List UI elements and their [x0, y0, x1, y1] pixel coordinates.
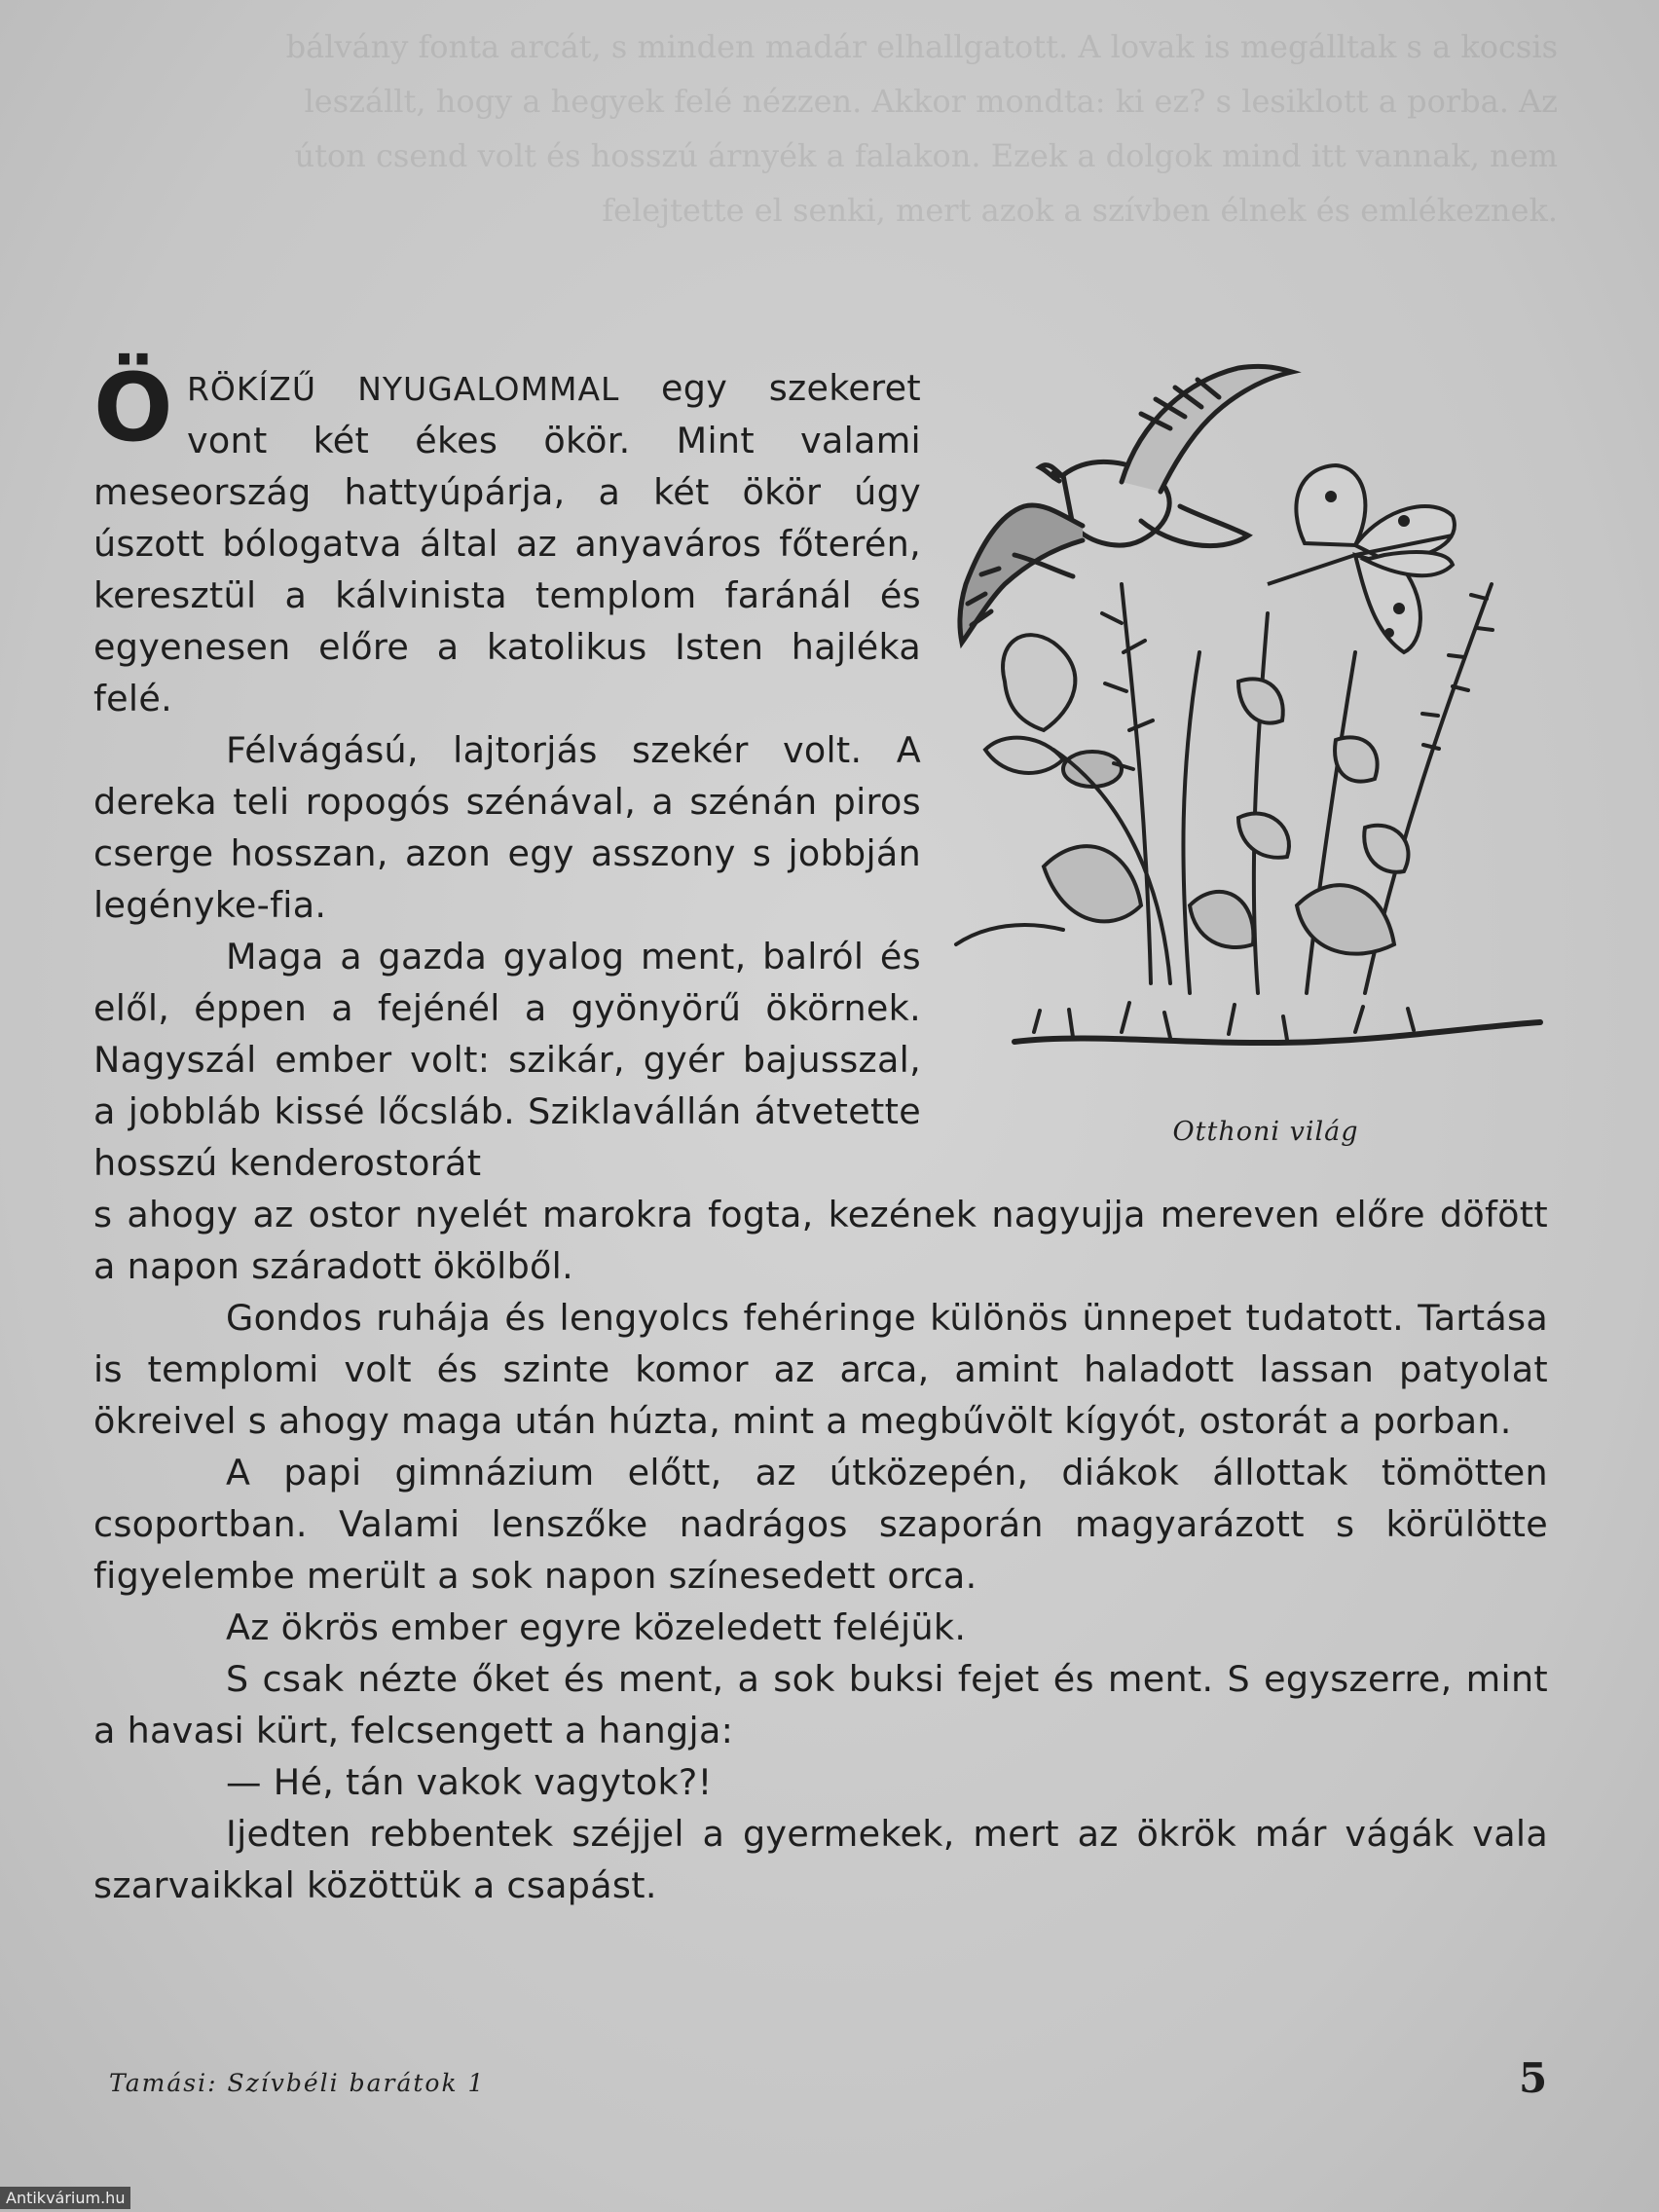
watermark: Antikvárium.hu: [0, 2187, 130, 2209]
opening-caps: RÖKÍZŰ NYUGALOMMAL: [187, 370, 620, 408]
paragraph-5: A papi gimnázium előtt, az útközepén, diákok állottak tömötten csoportban. Valami lenszőke nadrágos szaporán magyarázott s körülötte figyelembe merült a sok napon színesedett orca.: [93, 1452, 1548, 1597]
paragraph-1-text: egy szekeret vont két ékes ökör. Mint valami meseország hattyúpárja, a két ökör úgy úszott bólogatva által az anyaváros főterén, keresztül a kálvinista templom faránál és egyenesen előre a katolikus Isten hajléka felé.: [93, 367, 921, 719]
paragraph-2: Félvágású, lajtorjás szekér volt. A dereka teli ropogós szénával, a szénán piros cserge hosszan, azon egy asszony s jobbján legényke-fia.: [93, 729, 921, 926]
paragraph-7: S csak nézte őket és ment, a sok buksi fejet és ment. S egyszerre, mint a havasi kürt, felcsengett a hangja:: [93, 1658, 1548, 1751]
drop-cap: Ö: [93, 353, 173, 462]
text-beside-illustration: [93, 353, 921, 1189]
paragraph-8-dialogue: — Hé, tán vakok vagytok?!: [226, 1761, 713, 1803]
bleed-through-text: bálvány fonta arcát, s minden madár elhallgatott. A lovak is megálltak s a kocsis leszállt, hogy a hegyek felé nézzen. Akkor mondta: ki ez? s lesiklott a porba. Az úton csend volt és hosszú árnyék a falakon. Ezek a dolgok mind itt vannak, nem felejtette el senki, mert azok a szívben élnek és emlékeznek.: [285, 28, 1558, 229]
footer-signature: Tamási: Szívbéli barátok 1: [109, 2069, 486, 2097]
paragraph-3-top: Maga a gazda gyalog ment, balról és elől, éppen a fejénél a gyönyörű ökörnek. Nagyszál ember volt: szikár, gyér bajusszal, a jobbláb kissé lőcsláb. Sziklavállán átvetette hosszú kenderostorát: [93, 936, 921, 1184]
illustration-caption: Otthoni világ: [1172, 1117, 1359, 1147]
paragraph-6: Az ökrös ember egyre közeledett feléjük.: [226, 1606, 967, 1648]
paragraph-opening: [93, 353, 921, 724]
page-number: 5: [1519, 2054, 1548, 2102]
paragraph-9: Ijedten rebbentek széjjel a gyermekek, mert az ökrök már vágák vala szarvaikkal közöttük a csapást.: [93, 1813, 1548, 1906]
paragraph-4: Gondos ruhája és lengyolcs fehéringe különös ünnepet tudatott. Tartása is templomi volt és szinte komor az arca, amint haladott lassan patyolat ökreivel s ahogy maga után húzta, mint a megbűvölt kígyót, ostorát a porban.: [93, 1297, 1548, 1442]
paragraph-3-bottom: s ahogy az ostor nyelét marokra fogta, kezének nagyujja mereven előre döfött a napon száradott ökölből.: [93, 1194, 1548, 1287]
